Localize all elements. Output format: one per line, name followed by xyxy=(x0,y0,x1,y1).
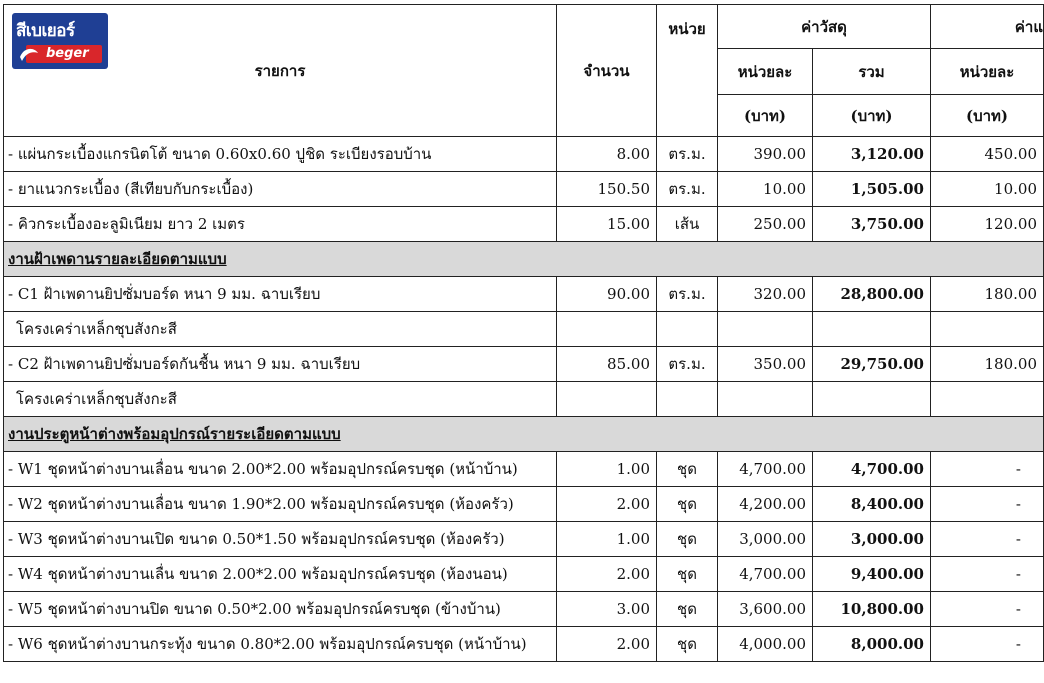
cost-table xyxy=(3,4,1044,662)
item-unit: ชุด xyxy=(657,452,718,487)
header-material: ค่าวัสดุ xyxy=(718,5,931,49)
item-description: โครงเคร่าเหล็กชุบสังกะสี xyxy=(4,312,557,347)
material-total: 1,505.00 xyxy=(813,172,931,207)
labor-unit-price: - xyxy=(931,452,1044,487)
item-quantity: 90.00 xyxy=(557,277,657,312)
labor-unit-price: - xyxy=(931,592,1044,627)
section-title: งานประตูหน้าต่างพร้อมอุปกรณ์รายระเอียดตามแบบ xyxy=(4,417,1044,452)
item-description: - แผ่นกระเบื้องแกรนิตโต้ ขนาด 0.60x0.60 ปูชิด ระเบียงรอบบ้าน xyxy=(4,137,557,172)
table-body xyxy=(4,137,1044,662)
logo-swirl-icon xyxy=(18,43,40,65)
header-baht-1: (บาท) xyxy=(718,95,813,137)
beger-logo xyxy=(12,13,108,69)
labor-unit-price: - xyxy=(931,522,1044,557)
labor-unit-price xyxy=(931,382,1044,417)
labor-unit-price: 10.00 xyxy=(931,172,1044,207)
section-row xyxy=(4,242,1044,277)
item-quantity: 1.00 xyxy=(557,452,657,487)
header-labor-unit-price: หน่วยละ xyxy=(931,49,1044,95)
material-total: 29,750.00 xyxy=(813,347,931,382)
item-description: โครงเคร่าเหล็กชุบสังกะสี xyxy=(4,382,557,417)
material-unit-price: 10.00 xyxy=(718,172,813,207)
item-unit: ตร.ม. xyxy=(657,172,718,207)
logo-thai-text: สีเบเยอร์ xyxy=(16,21,75,41)
labor-unit-price: 180.00 xyxy=(931,277,1044,312)
material-unit-price: 4,700.00 xyxy=(718,557,813,592)
section-row xyxy=(4,417,1044,452)
table-row xyxy=(4,627,1044,662)
material-total: 8,000.00 xyxy=(813,627,931,662)
material-total xyxy=(813,382,931,417)
table-row xyxy=(4,207,1044,242)
material-unit-price: 250.00 xyxy=(718,207,813,242)
labor-unit-price: - xyxy=(931,487,1044,522)
item-description: - W4 ชุดหน้าต่างบานเลื่น ขนาด 2.00*2.00 พร้อมอุปกรณ์ครบชุด (ห้องนอน) xyxy=(4,557,557,592)
item-unit: ชุด xyxy=(657,592,718,627)
material-total: 3,750.00 xyxy=(813,207,931,242)
material-unit-price: 3,600.00 xyxy=(718,592,813,627)
table-row xyxy=(4,347,1044,382)
header-item-label: รายการ xyxy=(254,61,306,80)
material-unit-price: 320.00 xyxy=(718,277,813,312)
logo-latin-text: beger xyxy=(46,46,89,61)
material-total xyxy=(813,312,931,347)
table-row xyxy=(4,382,1044,417)
item-description: - คิวกระเบื้องอะลูมิเนียม ยาว 2 เมตร xyxy=(4,207,557,242)
item-unit: ชุด xyxy=(657,627,718,662)
table-row xyxy=(4,557,1044,592)
item-quantity: 150.50 xyxy=(557,172,657,207)
material-unit-price: 4,000.00 xyxy=(718,627,813,662)
table-row xyxy=(4,277,1044,312)
labor-unit-price: 120.00 xyxy=(931,207,1044,242)
item-description: - ยาแนวกระเบื้อง (สีเทียบกับกระเบื้อง) xyxy=(4,172,557,207)
item-unit: ชุด xyxy=(657,557,718,592)
labor-unit-price: - xyxy=(931,557,1044,592)
table-row xyxy=(4,452,1044,487)
item-unit: ชุด xyxy=(657,487,718,522)
labor-unit-price: 180.00 xyxy=(931,347,1044,382)
item-unit: ตร.ม. xyxy=(657,347,718,382)
item-quantity: 15.00 xyxy=(557,207,657,242)
table-row xyxy=(4,312,1044,347)
header-unit: หน่วย xyxy=(657,5,718,137)
material-unit-price: 390.00 xyxy=(718,137,813,172)
table-header xyxy=(4,5,1044,137)
material-unit-price: 4,700.00 xyxy=(718,452,813,487)
section-title: งานฝ้าเพดานรายละเอียดตามแบบ xyxy=(4,242,1044,277)
item-quantity xyxy=(557,312,657,347)
item-unit xyxy=(657,312,718,347)
material-unit-price xyxy=(718,312,813,347)
item-unit: ชุด xyxy=(657,522,718,557)
labor-unit-price xyxy=(931,312,1044,347)
header-baht-3: (บาท) xyxy=(931,95,1044,137)
material-total: 4,700.00 xyxy=(813,452,931,487)
labor-unit-price: - xyxy=(931,627,1044,662)
table-row xyxy=(4,592,1044,627)
item-quantity: 3.00 xyxy=(557,592,657,627)
item-quantity: 8.00 xyxy=(557,137,657,172)
item-quantity: 2.00 xyxy=(557,627,657,662)
item-quantity: 1.00 xyxy=(557,522,657,557)
item-description: - W6 ชุดหน้าต่างบานกระทุ้ง ขนาด 0.80*2.00 พร้อมอุปกรณ์ครบชุด (หน้าบ้าน) xyxy=(4,627,557,662)
table-row xyxy=(4,487,1044,522)
labor-unit-price: 450.00 xyxy=(931,137,1044,172)
material-total: 3,120.00 xyxy=(813,137,931,172)
item-description: - W3 ชุดหน้าต่างบานเปิด ขนาด 0.50*1.50 พร้อมอุปกรณ์ครบชุด (ห้องครัว) xyxy=(4,522,557,557)
item-description: - W5 ชุดหน้าต่างบานปิด ขนาด 0.50*2.00 พร้อมอุปกรณ์ครบชุด (ข้างบ้าน) xyxy=(4,592,557,627)
header-material-unit-price: หน่วยละ xyxy=(718,49,813,95)
header-material-total: รวม xyxy=(813,49,931,95)
material-total: 9,400.00 xyxy=(813,557,931,592)
table-row xyxy=(4,137,1044,172)
material-unit-price xyxy=(718,382,813,417)
item-quantity xyxy=(557,382,657,417)
item-unit: ตร.ม. xyxy=(657,137,718,172)
material-unit-price: 350.00 xyxy=(718,347,813,382)
material-total: 10,800.00 xyxy=(813,592,931,627)
table-row xyxy=(4,172,1044,207)
item-description: - C1 ฝ้าเพดานยิปซั่มบอร์ด หนา 9 มม. ฉาบเรียบ xyxy=(4,277,557,312)
item-unit: เส้น xyxy=(657,207,718,242)
material-total: 8,400.00 xyxy=(813,487,931,522)
header-baht-2: (บาท) xyxy=(813,95,931,137)
material-total: 28,800.00 xyxy=(813,277,931,312)
table-row xyxy=(4,522,1044,557)
item-quantity: 85.00 xyxy=(557,347,657,382)
item-quantity: 2.00 xyxy=(557,557,657,592)
item-unit: ตร.ม. xyxy=(657,277,718,312)
header-qty: จำนวน xyxy=(557,5,657,137)
header-labor: ค่าแ xyxy=(931,5,1044,49)
item-description: - W1 ชุดหน้าต่างบานเลื่อน ขนาด 2.00*2.00 พร้อมอุปกรณ์ครบชุด (หน้าบ้าน) xyxy=(4,452,557,487)
item-description: - W2 ชุดหน้าต่างบานเลื่อน ขนาด 1.90*2.00 พร้อมอุปกรณ์ครบชุด (ห้องครัว) xyxy=(4,487,557,522)
material-total: 3,000.00 xyxy=(813,522,931,557)
material-unit-price: 4,200.00 xyxy=(718,487,813,522)
item-unit xyxy=(657,382,718,417)
item-description: - C2 ฝ้าเพดานยิปซั่มบอร์ดกันชื้น หนา 9 มม. ฉาบเรียบ xyxy=(4,347,557,382)
item-quantity: 2.00 xyxy=(557,487,657,522)
material-unit-price: 3,000.00 xyxy=(718,522,813,557)
